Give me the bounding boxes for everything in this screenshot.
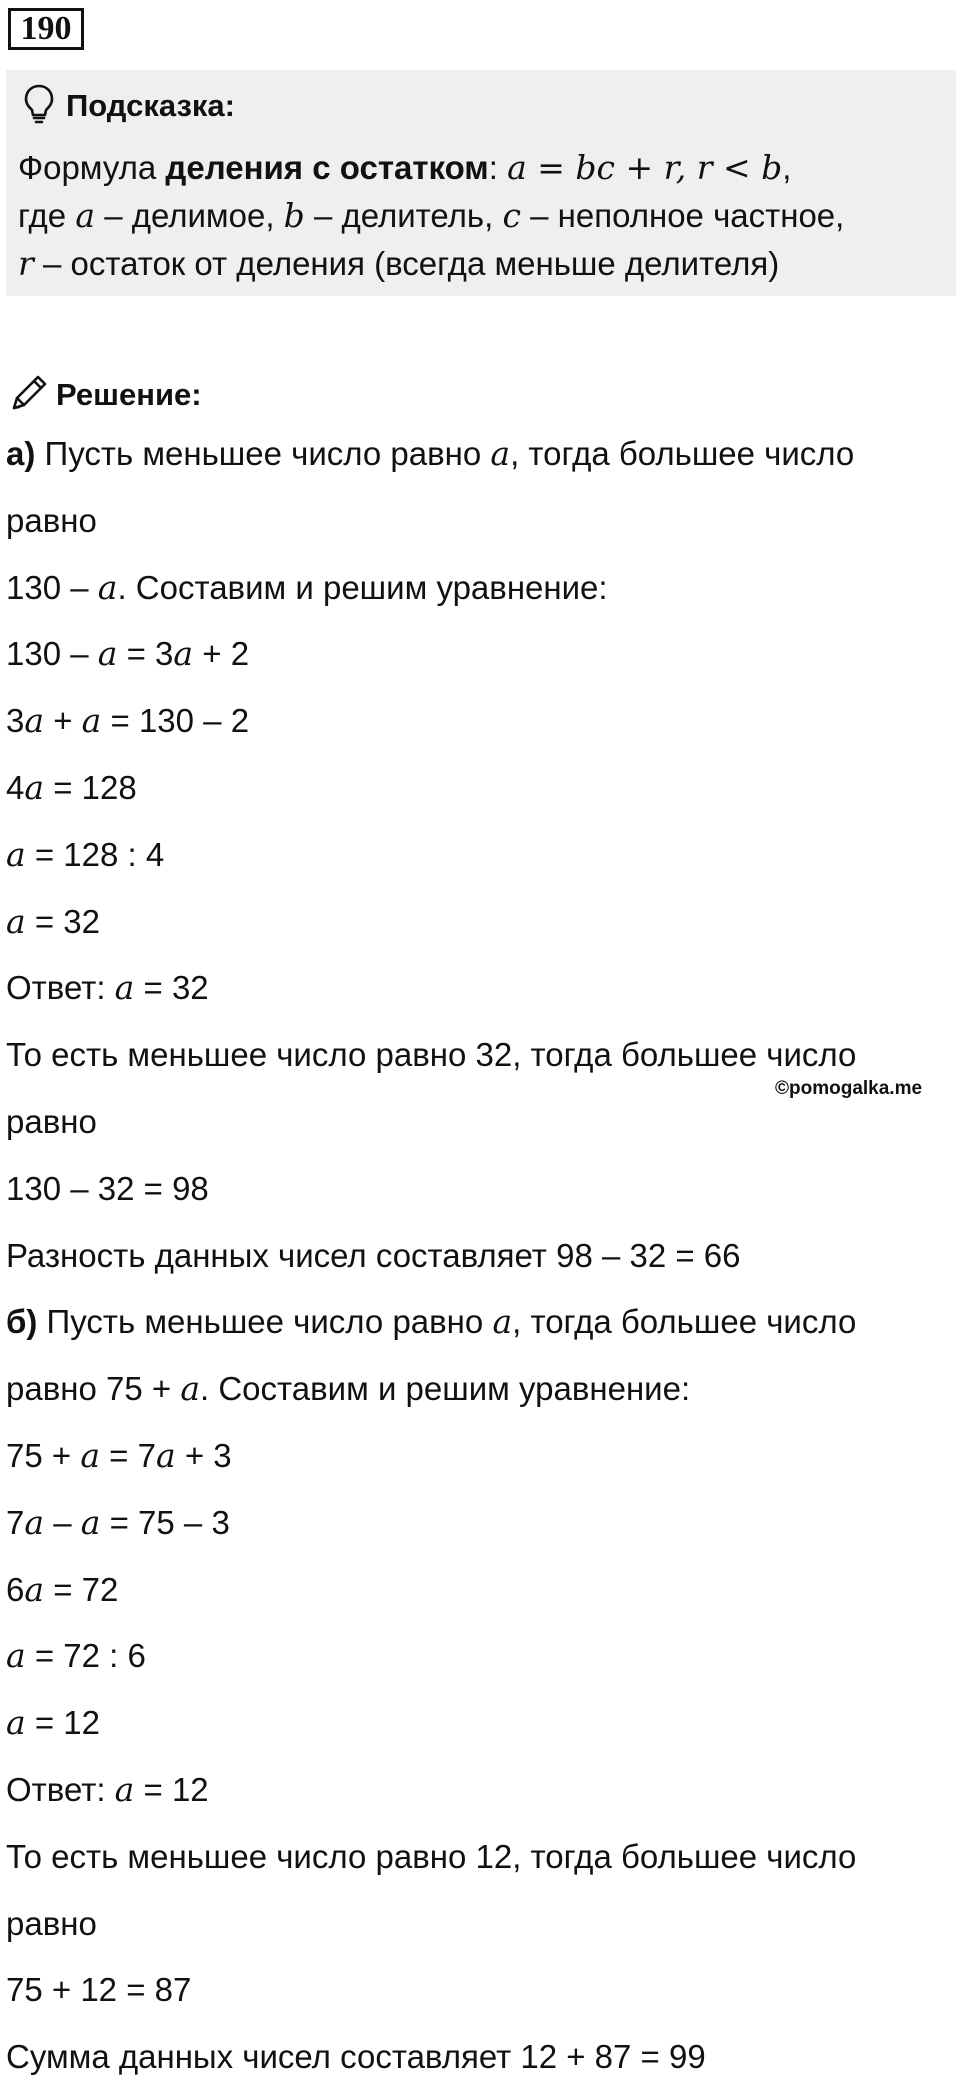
- line-text: 75 +: [6, 1437, 81, 1474]
- solution-line: [6, 501, 97, 541]
- math-var: a: [6, 1703, 26, 1742]
- line-text: , тогда большее число: [512, 1303, 857, 1340]
- math-var: a: [80, 1436, 101, 1475]
- line-text: + 3: [175, 1437, 232, 1474]
- pencil-icon: [8, 372, 56, 419]
- hint-box: [6, 70, 956, 296]
- math-var: a: [173, 634, 194, 673]
- solution-line: [6, 1236, 741, 1276]
- line-text: 130 – 32 = 98: [6, 1170, 209, 1207]
- hint-text: Формула: [18, 149, 166, 186]
- solution-line: [6, 1035, 856, 1075]
- solution-line: [6, 835, 164, 875]
- line-text: , тогда большее число: [510, 435, 855, 472]
- line-text: Сумма данных чисел составляет 12 + 87 = 99: [6, 2038, 706, 2075]
- line-text: 130 –: [6, 635, 98, 672]
- line-text: 75 + 12 = 87: [6, 1971, 192, 2008]
- math-var: b: [283, 196, 305, 235]
- solution-line: [6, 634, 249, 674]
- solution-header: [8, 370, 202, 420]
- line-text: = 32: [25, 903, 101, 940]
- math-var: a: [180, 1369, 200, 1408]
- line-text: равно: [6, 502, 97, 539]
- line-text: = 128: [44, 769, 137, 806]
- line-text: = 72: [44, 1571, 119, 1608]
- problem-number: 190: [8, 8, 84, 50]
- hint-text: где: [18, 197, 76, 234]
- solution-line: [6, 768, 137, 808]
- part-label: а): [6, 435, 36, 472]
- line-text: равно: [6, 1103, 97, 1140]
- math-var: a: [490, 434, 511, 473]
- line-text: + 2: [193, 635, 250, 672]
- solution-line: [6, 1369, 690, 1409]
- math-var: a: [114, 968, 135, 1007]
- line-text: . Составим и решим уравнение:: [200, 1370, 691, 1407]
- math-var: a: [81, 701, 102, 740]
- solution-title: Решение:: [56, 377, 202, 412]
- line-text: = 130 – 2: [101, 702, 250, 739]
- math-var: a: [24, 1503, 45, 1542]
- solution-line: [6, 968, 209, 1008]
- hint-text: ,: [782, 149, 792, 186]
- line-text: . Составим и решим уравнение:: [117, 569, 608, 606]
- line-text: = 32: [134, 969, 209, 1006]
- math-var: a: [492, 1302, 513, 1341]
- line-text: Пусть меньшее число равно: [35, 435, 491, 472]
- line-text: То есть меньшее число равно 32, тогда большее число: [6, 1036, 857, 1073]
- math-var: a: [114, 1770, 135, 1809]
- watermark: ©pomogalka.me: [775, 1078, 923, 1099]
- line-text: равно: [6, 1905, 97, 1942]
- line-text: Пусть меньшее число равно: [37, 1303, 493, 1340]
- math-var: a: [24, 768, 45, 807]
- math-var: r: [18, 244, 34, 283]
- line-text: 6: [6, 1571, 25, 1608]
- solution-line: [6, 902, 100, 942]
- hint-line-1: [18, 148, 791, 188]
- math-var: a: [80, 1503, 101, 1542]
- solution-line: [6, 1102, 97, 1142]
- solution-line: [6, 1837, 856, 1877]
- hint-text: – делимое,: [95, 197, 284, 234]
- solution-line: [6, 1169, 209, 1209]
- hint-line-2: [18, 196, 844, 236]
- hint-text: – делитель,: [304, 197, 503, 234]
- math-var: a: [155, 1436, 176, 1475]
- math-var: a: [24, 1570, 45, 1609]
- line-text: Ответ:: [6, 1771, 115, 1808]
- line-text: Ответ:: [6, 969, 115, 1006]
- hint-title: Подсказка:: [66, 88, 235, 123]
- math-var: c: [502, 196, 521, 235]
- line-text: равно 75 +: [6, 1370, 181, 1407]
- hint-bold-term: деления с остатком: [165, 149, 489, 186]
- solution-line: [6, 1636, 146, 1676]
- hint-line-3: [18, 244, 779, 284]
- solution-line: [6, 2037, 706, 2077]
- line-text: = 12: [25, 1704, 101, 1741]
- line-text: = 72 : 6: [25, 1637, 146, 1674]
- line-text: +: [44, 702, 82, 739]
- line-text: = 128 : 4: [25, 836, 165, 873]
- line-text: = 3: [117, 635, 174, 672]
- math-var: a: [6, 902, 26, 941]
- hint-header: [24, 82, 235, 130]
- line-text: = 12: [134, 1771, 209, 1808]
- line-text: 4: [6, 769, 25, 806]
- solution-line: [6, 1703, 100, 1743]
- line-text: 130 –: [6, 569, 98, 606]
- math-var: a: [75, 196, 96, 235]
- solution-line: [6, 1770, 209, 1810]
- math-var: a: [97, 568, 118, 607]
- solution-line: [6, 568, 608, 608]
- lightbulb-icon: [24, 84, 66, 129]
- math-var: a: [97, 634, 118, 673]
- hint-formula: a = bc + r, r < b: [507, 148, 783, 187]
- line-text: = 75 – 3: [100, 1504, 230, 1541]
- line-text: –: [44, 1504, 81, 1541]
- hint-text: :: [488, 149, 508, 186]
- line-text: = 7: [100, 1437, 156, 1474]
- line-text: 3: [6, 702, 25, 739]
- math-var: a: [24, 701, 45, 740]
- line-text: Разность данных чисел составляет 98 – 32 = 66: [6, 1237, 741, 1274]
- solution-line: [6, 1302, 856, 1342]
- solution-line: [6, 434, 854, 474]
- solution-line: [6, 1503, 230, 1543]
- solution-line: [6, 1570, 118, 1610]
- solution-line: [6, 701, 249, 741]
- hint-text: – неполное частное,: [520, 197, 845, 234]
- part-label: б): [6, 1303, 38, 1340]
- hint-text: – остаток от деления (всегда меньше делителя): [33, 245, 780, 282]
- solution-line: [6, 1970, 191, 2010]
- math-var: a: [6, 1636, 26, 1675]
- math-var: a: [6, 835, 26, 874]
- line-text: То есть меньшее число равно 12, тогда большее число: [6, 1838, 857, 1875]
- solution-line: [6, 1904, 97, 1944]
- line-text: 7: [6, 1504, 25, 1541]
- solution-line: [6, 1436, 232, 1476]
